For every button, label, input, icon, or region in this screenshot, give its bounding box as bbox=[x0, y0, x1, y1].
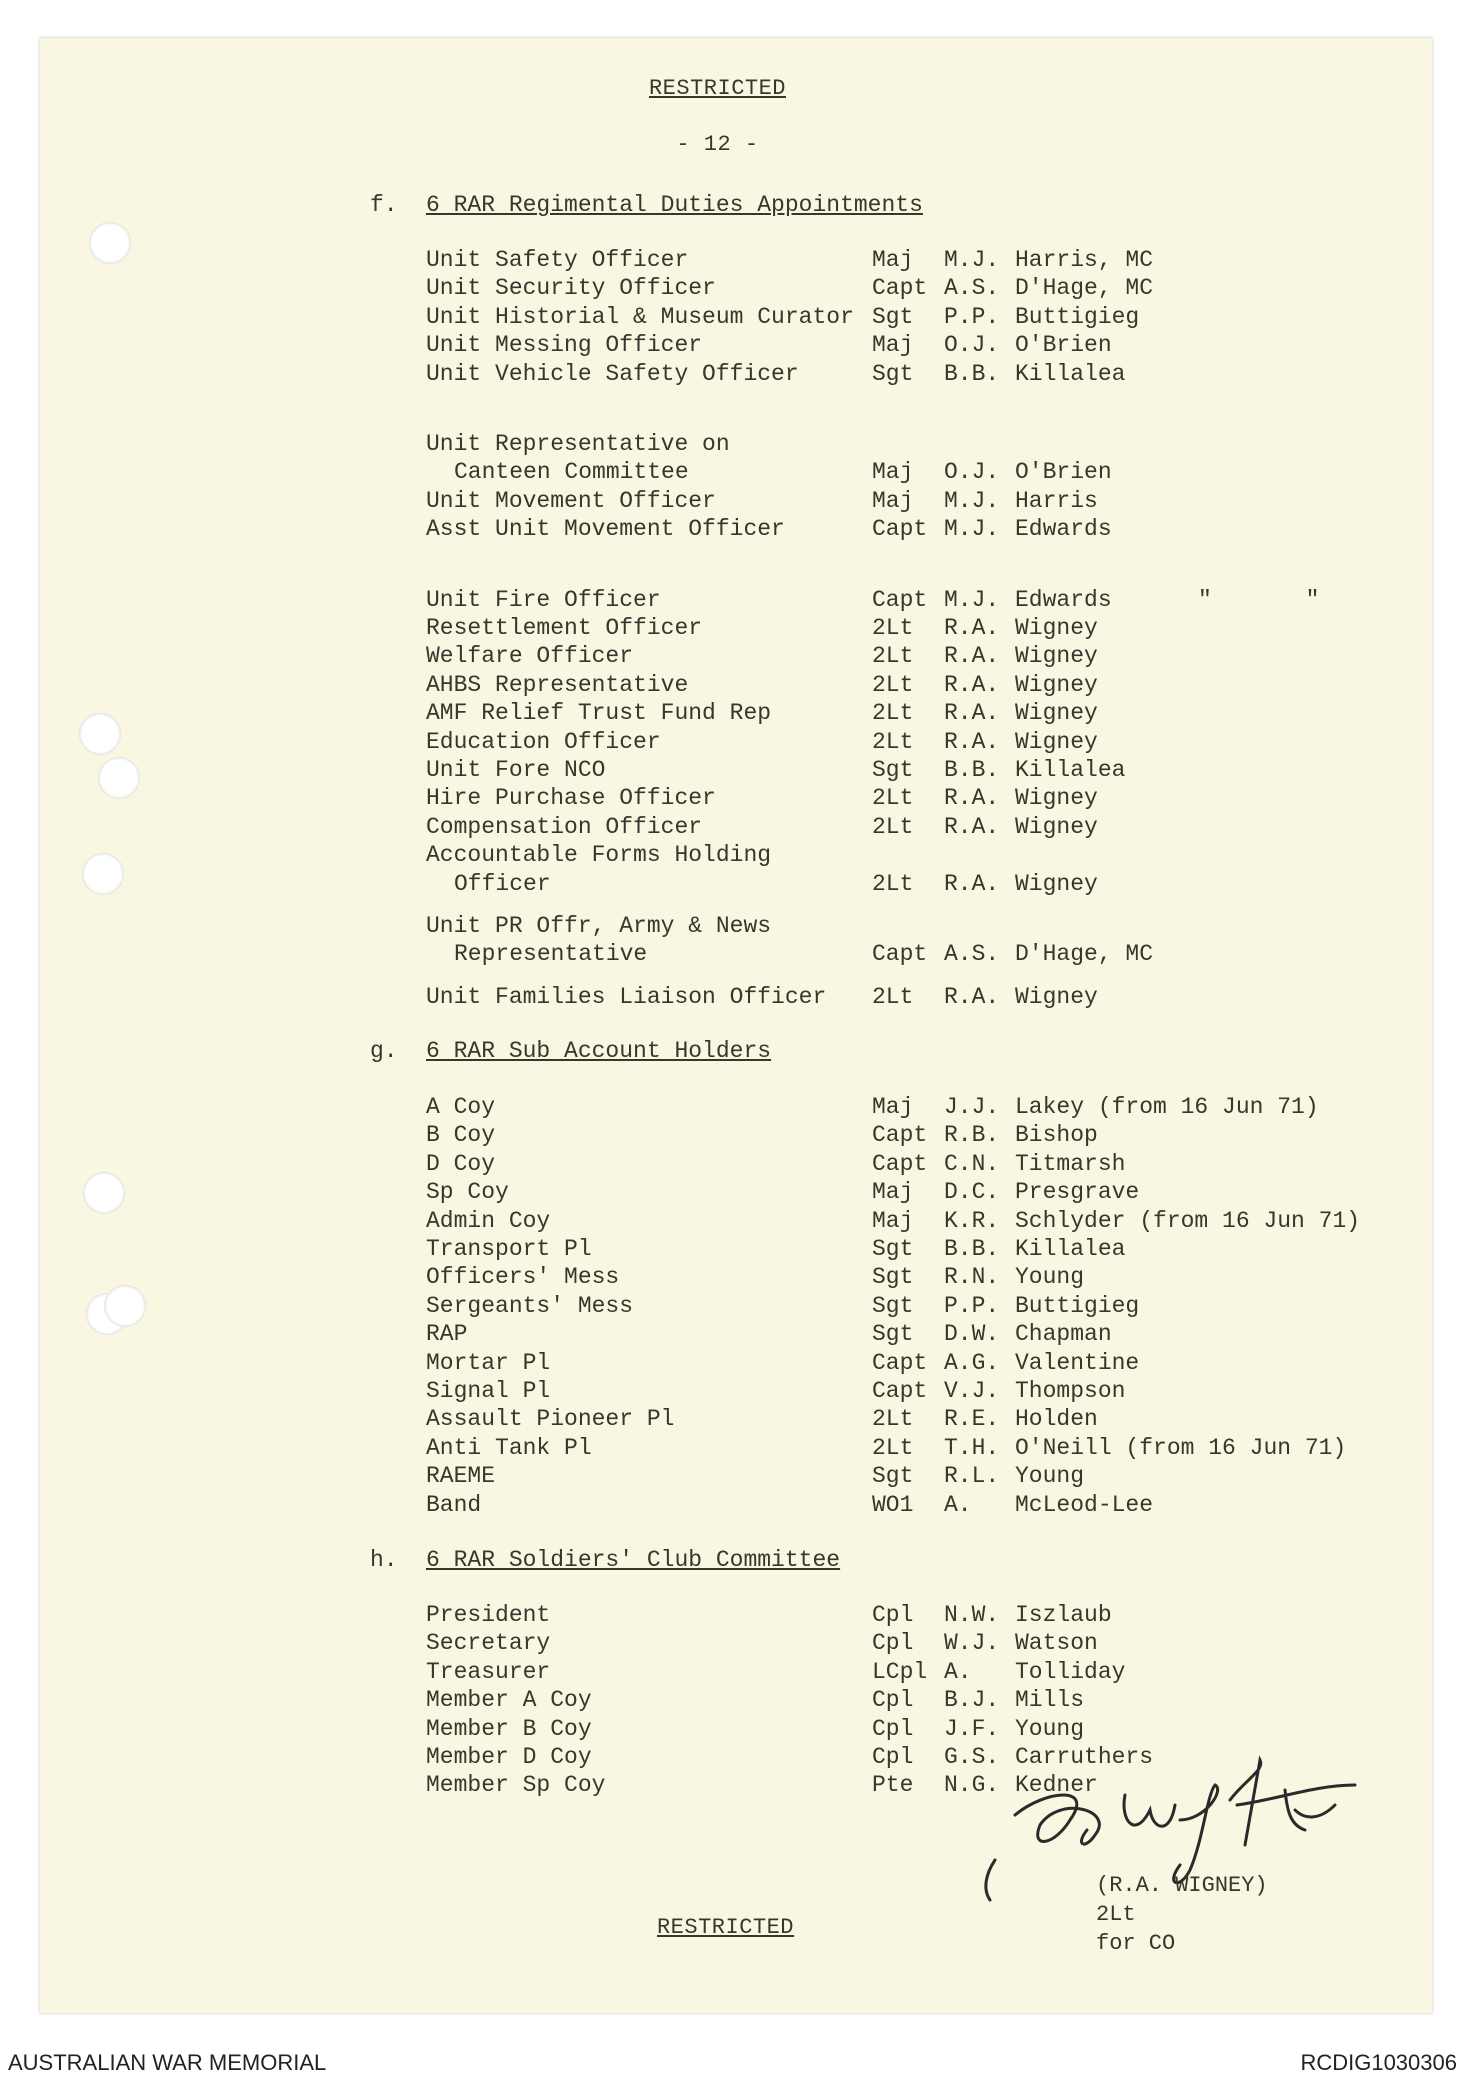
surname: Harris bbox=[1015, 487, 1098, 514]
appointment-row bbox=[0, 1435, 1465, 1465]
surname: Tolliday bbox=[1015, 1658, 1126, 1685]
appointment-row bbox=[0, 361, 1465, 391]
initials: R.B. bbox=[944, 1122, 1000, 1149]
appointment-row bbox=[0, 516, 1465, 546]
role: Member B Coy bbox=[426, 1715, 592, 1742]
surname: Young bbox=[1015, 1715, 1085, 1742]
rank: Cpl bbox=[872, 1744, 914, 1770]
initials: A. bbox=[944, 1491, 972, 1518]
role: Unit Representative on bbox=[426, 431, 730, 457]
surname: Wigney bbox=[1015, 728, 1098, 755]
surname: Wigney bbox=[1015, 983, 1098, 1010]
section-title: 6 RAR Sub Account Holders bbox=[426, 1038, 772, 1064]
appointment-row bbox=[0, 1492, 1465, 1522]
rank: 2Lt bbox=[872, 785, 914, 812]
appointment-row bbox=[0, 785, 1465, 815]
surname: Iszlaub bbox=[1015, 1602, 1112, 1628]
appointment-row bbox=[0, 941, 1465, 971]
rank: 2Lt bbox=[872, 813, 914, 840]
appointment-row-continued bbox=[0, 913, 1465, 943]
surname: Kedner bbox=[1015, 1772, 1098, 1799]
initials: R.A. bbox=[944, 615, 1000, 641]
initials: C.N. bbox=[944, 1150, 1000, 1177]
surname: Wigney bbox=[1015, 643, 1098, 670]
role: Unit Historial & Museum Curator bbox=[426, 303, 854, 330]
appointment-row bbox=[0, 1716, 1465, 1746]
initials: A.S. bbox=[944, 941, 1000, 968]
appointment-row bbox=[0, 700, 1465, 730]
surname: Young bbox=[1015, 1463, 1085, 1490]
initials: R.A. bbox=[944, 700, 1000, 727]
initials: B.B. bbox=[944, 1236, 1000, 1262]
appointment-row bbox=[0, 1350, 1465, 1380]
appointment-row bbox=[0, 1687, 1465, 1717]
surname: Edwards bbox=[1015, 586, 1112, 613]
appointment-row bbox=[0, 587, 1465, 617]
surname: Schlyder (from 16 Jun 71) bbox=[1015, 1207, 1361, 1234]
surname: D'Hage, MC bbox=[1015, 941, 1154, 968]
rank: Cpl bbox=[872, 1715, 914, 1742]
appointment-row bbox=[0, 871, 1465, 901]
archive-institution: AUSTRALIAN WAR MEMORIAL bbox=[8, 2050, 327, 2075]
section-letter: h. bbox=[370, 1547, 398, 1573]
role: President bbox=[426, 1602, 551, 1628]
surname: Titmarsh bbox=[1015, 1150, 1126, 1177]
rank: 2Lt bbox=[872, 728, 914, 755]
surname: Mills bbox=[1015, 1687, 1085, 1714]
role: Sergeants' Mess bbox=[426, 1292, 634, 1319]
appointment-row bbox=[0, 672, 1465, 702]
surname: Chapman bbox=[1015, 1321, 1112, 1348]
surname: McLeod-Lee bbox=[1015, 1491, 1154, 1518]
surname: Harris, MC bbox=[1015, 247, 1154, 273]
section-heading bbox=[0, 1038, 1465, 1068]
section-letter: g. bbox=[370, 1038, 398, 1064]
initials: A. bbox=[944, 1658, 972, 1685]
section-title: 6 RAR Soldiers' Club Committee bbox=[426, 1547, 841, 1573]
signature-for-line: for CO bbox=[1096, 1931, 1176, 1956]
signature-rank: 2Lt bbox=[1096, 1902, 1136, 1927]
initials: R.A. bbox=[944, 813, 1000, 840]
archive-reference: RCDIG1030306 bbox=[1300, 2050, 1457, 2075]
rank: 2Lt bbox=[872, 1434, 914, 1461]
role: Unit PR Offr, Army & News bbox=[426, 913, 772, 939]
initials: M.J. bbox=[944, 516, 1000, 543]
initials: P.P. bbox=[944, 1292, 1000, 1319]
initials: R.A. bbox=[944, 870, 1000, 897]
initials: R.E. bbox=[944, 1406, 1000, 1433]
appointment-row bbox=[0, 1094, 1465, 1124]
surname: D'Hage, MC bbox=[1015, 275, 1154, 302]
surname: Bishop bbox=[1015, 1122, 1098, 1149]
section-title: 6 RAR Regimental Duties Appointments bbox=[426, 192, 923, 218]
role-continuation: Representative bbox=[454, 941, 648, 968]
appointment-row bbox=[0, 1264, 1465, 1294]
initials: T.H. bbox=[944, 1434, 1000, 1461]
rank: Cpl bbox=[872, 1687, 914, 1714]
appointment-row bbox=[0, 1406, 1465, 1436]
rank: Cpl bbox=[872, 1602, 914, 1628]
rank: Capt bbox=[872, 1150, 928, 1177]
role: Transport Pl bbox=[426, 1236, 592, 1262]
surname: Edwards bbox=[1015, 516, 1112, 543]
rank: Sgt bbox=[872, 757, 914, 783]
rank: 2Lt bbox=[872, 671, 914, 698]
rank: Sgt bbox=[872, 1264, 914, 1291]
rank: Cpl bbox=[872, 1630, 914, 1657]
page-number: - 12 - bbox=[676, 132, 759, 157]
appointment-row bbox=[0, 247, 1465, 277]
role: Secretary bbox=[426, 1630, 551, 1657]
section-heading bbox=[0, 192, 1465, 222]
surname: Buttigieg bbox=[1015, 1292, 1140, 1319]
surname: O'Brien bbox=[1015, 459, 1112, 486]
section-heading bbox=[0, 1547, 1465, 1577]
surname: Watson bbox=[1015, 1630, 1098, 1657]
role: Mortar Pl bbox=[426, 1349, 551, 1376]
section-letter: f. bbox=[370, 192, 398, 218]
initials: R.L. bbox=[944, 1463, 1000, 1490]
surname: O'Brien bbox=[1015, 332, 1112, 359]
initials: O.J. bbox=[944, 332, 1000, 359]
classification-header: RESTRICTED bbox=[648, 76, 787, 101]
rank: Sgt bbox=[872, 1463, 914, 1490]
initials: P.P. bbox=[944, 303, 1000, 330]
role: Unit Movement Officer bbox=[426, 487, 716, 514]
role: AHBS Representative bbox=[426, 671, 689, 698]
role: Member Sp Coy bbox=[426, 1772, 606, 1799]
ditto-marks: " " bbox=[1198, 586, 1360, 613]
role: Compensation Officer bbox=[426, 813, 703, 840]
appointment-row-continued bbox=[0, 431, 1465, 461]
surname: Valentine bbox=[1015, 1349, 1140, 1376]
rank: 2Lt bbox=[872, 700, 914, 727]
appointment-row bbox=[0, 757, 1465, 787]
role: Welfare Officer bbox=[426, 643, 634, 670]
role: Band bbox=[426, 1491, 482, 1518]
surname: Young bbox=[1015, 1264, 1085, 1291]
rank: WO1 bbox=[872, 1491, 914, 1518]
role-continuation: Officer bbox=[454, 870, 551, 897]
appointment-row bbox=[0, 1208, 1465, 1238]
role: Sp Coy bbox=[426, 1179, 509, 1206]
role: RAP bbox=[426, 1321, 468, 1348]
rank: Capt bbox=[872, 1378, 928, 1404]
rank: 2Lt bbox=[872, 870, 914, 897]
role: Member D Coy bbox=[426, 1744, 592, 1770]
role: Officers' Mess bbox=[426, 1264, 620, 1291]
initials: A.S. bbox=[944, 275, 1000, 302]
role: Unit Fire Officer bbox=[426, 586, 661, 613]
role: Asst Unit Movement Officer bbox=[426, 516, 785, 543]
rank: Maj bbox=[872, 459, 914, 486]
role: AMF Relief Trust Fund Rep bbox=[426, 700, 772, 727]
initials: V.J. bbox=[944, 1378, 1000, 1404]
surname: Killalea bbox=[1015, 757, 1126, 783]
role: Accountable Forms Holding bbox=[426, 842, 772, 869]
role: Signal Pl bbox=[426, 1378, 551, 1404]
appointment-row bbox=[0, 1378, 1465, 1408]
rank: 2Lt bbox=[872, 1406, 914, 1433]
rank: Capt bbox=[872, 941, 928, 968]
rank: Capt bbox=[872, 1122, 928, 1149]
rank: 2Lt bbox=[872, 983, 914, 1010]
surname: Wigney bbox=[1015, 700, 1098, 727]
role: Unit Families Liaison Officer bbox=[426, 983, 827, 1010]
role: B Coy bbox=[426, 1122, 496, 1149]
initials: R.A. bbox=[944, 785, 1000, 812]
initials: N.G. bbox=[944, 1772, 1000, 1799]
rank: 2Lt bbox=[872, 643, 914, 670]
rank: Capt bbox=[872, 275, 928, 302]
initials: B.B. bbox=[944, 360, 1000, 387]
initials: N.W. bbox=[944, 1602, 1000, 1628]
surname: Wigney bbox=[1015, 785, 1098, 812]
appointment-row bbox=[0, 814, 1465, 844]
role: Anti Tank Pl bbox=[426, 1434, 592, 1461]
role-continuation: Canteen Committee bbox=[454, 459, 689, 486]
appointment-row bbox=[0, 1179, 1465, 1209]
surname: Killalea bbox=[1015, 1236, 1126, 1262]
role: Treasurer bbox=[426, 1658, 551, 1685]
role: Unit Security Officer bbox=[426, 275, 716, 302]
surname: Wigney bbox=[1015, 615, 1098, 641]
initials: G.S. bbox=[944, 1744, 1000, 1770]
classification-footer: RESTRICTED bbox=[656, 1915, 795, 1940]
role: A Coy bbox=[426, 1094, 496, 1120]
role: Unit Vehicle Safety Officer bbox=[426, 360, 799, 387]
rank: Maj bbox=[872, 1179, 914, 1206]
surname: Holden bbox=[1015, 1406, 1098, 1433]
rank: Sgt bbox=[872, 1292, 914, 1319]
appointment-row bbox=[0, 1602, 1465, 1632]
initials: M.J. bbox=[944, 487, 1000, 514]
rank: Capt bbox=[872, 516, 928, 543]
appointment-row bbox=[0, 1151, 1465, 1181]
rank: Sgt bbox=[872, 1321, 914, 1348]
role: D Coy bbox=[426, 1150, 496, 1177]
appointment-row bbox=[0, 615, 1465, 645]
initials: O.J. bbox=[944, 459, 1000, 486]
surname: Killalea bbox=[1015, 360, 1126, 387]
initials: A.G. bbox=[944, 1349, 1000, 1376]
surname: Wigney bbox=[1015, 813, 1098, 840]
role: Hire Purchase Officer bbox=[426, 785, 716, 812]
initials: J.J. bbox=[944, 1094, 1000, 1120]
surname: O'Neill (from 16 Jun 71) bbox=[1015, 1434, 1347, 1461]
rank: 2Lt bbox=[872, 615, 914, 641]
rank: Sgt bbox=[872, 303, 914, 330]
role: Unit Messing Officer bbox=[426, 332, 703, 359]
appointment-row bbox=[0, 1463, 1465, 1493]
appointment-row bbox=[0, 1293, 1465, 1323]
initials: J.F. bbox=[944, 1715, 1000, 1742]
role: Admin Coy bbox=[426, 1207, 551, 1234]
role: Unit Fore NCO bbox=[426, 757, 606, 783]
appointment-row bbox=[0, 488, 1465, 518]
role: Member A Coy bbox=[426, 1687, 592, 1714]
surname: Thompson bbox=[1015, 1378, 1126, 1404]
surname: Carruthers bbox=[1015, 1744, 1154, 1770]
initials: R.A. bbox=[944, 728, 1000, 755]
signature-name: (R.A. WIGNEY) bbox=[1096, 1873, 1268, 1898]
initials: W.J. bbox=[944, 1630, 1000, 1657]
appointment-row bbox=[0, 459, 1465, 489]
rank: Maj bbox=[872, 487, 914, 514]
rank: Maj bbox=[872, 1207, 914, 1234]
rank: Capt bbox=[872, 586, 928, 613]
appointment-row bbox=[0, 1122, 1465, 1152]
surname: Presgrave bbox=[1015, 1179, 1140, 1206]
surname: Buttigieg bbox=[1015, 303, 1140, 330]
appointment-row bbox=[0, 643, 1465, 673]
rank: Maj bbox=[872, 332, 914, 359]
initials: K.R. bbox=[944, 1207, 1000, 1234]
rank: Maj bbox=[872, 1094, 914, 1120]
initials: B.J. bbox=[944, 1687, 1000, 1714]
rank: Capt bbox=[872, 1349, 928, 1376]
appointment-row bbox=[0, 729, 1465, 759]
initials: M.J. bbox=[944, 586, 1000, 613]
appointment-row bbox=[0, 1321, 1465, 1351]
appointment-row bbox=[0, 332, 1465, 362]
surname: Lakey (from 16 Jun 71) bbox=[1015, 1094, 1319, 1120]
role: Assault Pioneer Pl bbox=[426, 1406, 675, 1433]
role: Unit Safety Officer bbox=[426, 247, 689, 273]
initials: B.B. bbox=[944, 757, 1000, 783]
initials: D.W. bbox=[944, 1321, 1000, 1348]
rank: LCpl bbox=[872, 1658, 928, 1685]
appointment-row bbox=[0, 304, 1465, 334]
appointment-row bbox=[0, 275, 1465, 305]
rank: Maj bbox=[872, 247, 914, 273]
role: Resettlement Officer bbox=[426, 615, 703, 641]
role: RAEME bbox=[426, 1463, 496, 1490]
initials: R.A. bbox=[944, 671, 1000, 698]
appointment-row-continued bbox=[0, 842, 1465, 872]
initials: R.A. bbox=[944, 643, 1000, 670]
rank: Sgt bbox=[872, 1236, 914, 1262]
appointment-row bbox=[0, 1630, 1465, 1660]
surname: Wigney bbox=[1015, 870, 1098, 897]
rank: Pte bbox=[872, 1772, 914, 1799]
rank: Sgt bbox=[872, 360, 914, 387]
initials: R.N. bbox=[944, 1264, 1000, 1291]
initials: M.J. bbox=[944, 247, 1000, 273]
initials: D.C. bbox=[944, 1179, 1000, 1206]
appointment-row bbox=[0, 1236, 1465, 1266]
initials: R.A. bbox=[944, 983, 1000, 1010]
appointment-row bbox=[0, 984, 1465, 1014]
role: Education Officer bbox=[426, 728, 661, 755]
surname: Wigney bbox=[1015, 671, 1098, 698]
appointment-row bbox=[0, 1659, 1465, 1689]
